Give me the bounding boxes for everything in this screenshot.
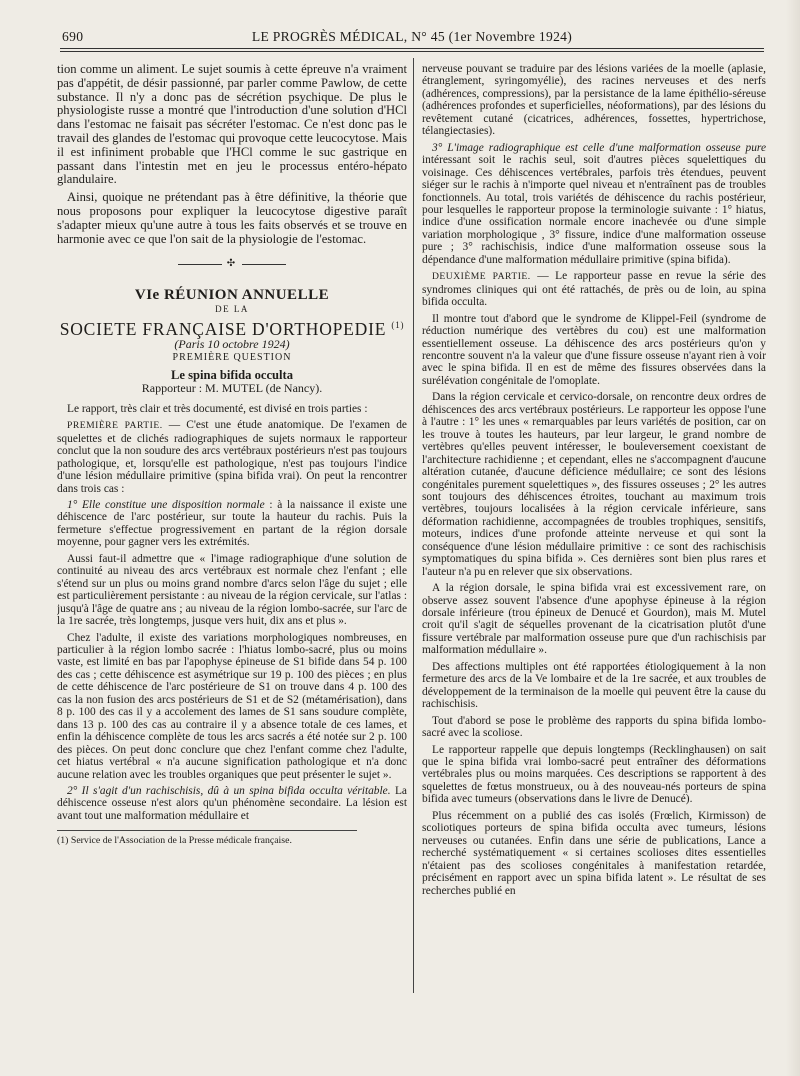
society-title bbox=[57, 318, 407, 339]
left-column bbox=[57, 63, 407, 996]
right-paragraph-4: Il montre tout d'abord que le syndrome de Klippel-Feil (syndrome de réduction numérique des vertèbres du cou) est une malformation essentiellement osseuse. La déhiscence des arcs postérieurs qu'on y rencontre souvent n'a la valeur que d'une fissure osseuse n'ayant rien à voir avec le spina bifida. Il en est de même des fissures observées dans la surélévation congénitale de l'omoplate. bbox=[422, 312, 766, 387]
journal-title: LE PROGRÈS MÉDICAL, N° 45 (1er Novembre 1924) bbox=[251, 29, 573, 44]
right-paragraph-3 bbox=[422, 270, 766, 308]
case-two-label: 2° Il s'agit d'un rachischisis, dû à un spina bifida occulta véritable. bbox=[67, 784, 391, 797]
case-one-label: 1° Elle constitue une disposition normale bbox=[67, 498, 265, 511]
part-two-text: — Le rapporteur passe en revue la série des syndromes cliniques qui ont été rattachés, de près ou de loin, au spina bifida occulta. bbox=[422, 270, 766, 309]
meeting-title-connector: DE LA bbox=[215, 304, 249, 315]
header-rule-top bbox=[60, 48, 764, 49]
case-one-text: : à la naissance il existe une déhiscence de l'arc postérieur, sur toute la hauteur du rachis. Puis la fermeture s'effectue progressivement en partant de la région dorsale moyenne, pour gagner vers les extrémités. bbox=[57, 498, 407, 549]
right-paragraph-8: Tout d'abord se pose le problème des rapports du spina bifida lombo-sacré avec la scoliose. bbox=[422, 714, 766, 740]
meeting-title: VIe RÉUNION ANNUELLE bbox=[134, 286, 330, 303]
footnote-marker: (1) bbox=[391, 319, 405, 330]
left-paragraph-6: Aussi faut-il admettre que « l'image radiographique d'une solution de continuité au niveau des arcs vertébraux est normale chez l'enfant ; elle s'étend sur un plus ou moins grand nombre d'arcs selon l'âge du sujet ; elle est particulièrement persistante : au niveau de la région cervicale, sur l'atlas : jusqu'à l'âge de quatre ans ; au niveau de la région lombo-sacrée, sur l'arc de la 1re sacrée, très longtemps, jusque vers huit, dix ans et plus ». bbox=[57, 552, 407, 628]
right-paragraph-1: nerveuse pouvant se traduire par des lésions variées de la moelle (aplasie, étranglement, syringomyélie), des racines nerveuses et des nerfs (adhérences, compressions), par la persistance de la lame épithélio-séreuse (adhérences profondes et superficielles, néoformations), par des lésions du revêtement cutané (cicatrices, adhérences, fossettes, hypertrichose, télangiectasies). bbox=[422, 63, 766, 138]
left-paragraph-5 bbox=[57, 499, 407, 549]
right-paragraph-5: Dans la région cervicale et cervico-dorsale, on rencontre deux ordres de déhiscences des arcs vertébraux postérieurs. Le rapporteur les oppose l'une à l'autre : 1° les unes « remarquables par leurs variétés de position, car on les trouve à toutes les hauteurs, par leur largeur, le grand nombre de vertèbres qu'elles peuvent intéresser, le bouleversement coexistant de l'architecture rachidienne ; et cependant, elles ne s'accompagnent d'aucune altération cutanée, d'aucune déficience médullaire; ce sont des lésions congénitales purement squelettiques », des fissures osseuses ; 2° les autres sont toujours des déhiscences étroites, touchant au maximum trois vertèbres, toujours localisées à la région cervicale inférieure, sans déformation rachidienne, accompagnées de troubles trophiques, sensitifs, moteurs, indices d'une profonde atteinte nerveuse et qui sont la conséquence d'une lésion médullaire primitive : ce sont des rachischisis symptomatiques du spina bifida ». Ces dernières sont bien plus rares et l'auteur n'a pu en relever que six observations. bbox=[422, 391, 766, 578]
question-heading: PREMIÈRE QUESTION bbox=[172, 352, 292, 364]
left-paragraph-3: Le rapport, très clair et très documenté, est divisé en trois parties : bbox=[67, 402, 368, 415]
footnote-rule bbox=[57, 830, 357, 831]
left-paragraph-1: tion comme un aliment. Le sujet soumis à cette épreuve n'a vraiment pas d'appétit, de désir passionné, par parler comme Pawlow, de cette substance. Il n'y a donc pas de sécrétion psychique. De plus le physiologiste russe a montré que l'introduction d'une solution d'HCl dans l'estomac ne faisait pas sécréter l'estomac. Ce n'est donc pas le travail des glandes de l'estomac qui provoque cette leucocytose. Mais il est infiniment probable que l'HCl comme le suc gastrique en passant dans l'intestin met en jeu le processus entéro-hépato glandulaire. bbox=[57, 63, 407, 187]
right-paragraph-2 bbox=[422, 142, 766, 267]
part-one-text: — C'est une étude anatomique. De l'examen de squelettes et de clichés radiographiques de sujets normaux le rapporteur conclut que la non soudure des arcs vertébraux postérieurs n'est pas toujours pathologique, et, lorsqu'elle est pathologique, n'est pas toujours l'indice d'une lésion médullaire primitive (spina bifida vrai). On peut la rencontrer dans trois cas : bbox=[57, 419, 407, 495]
left-paragraph-8 bbox=[57, 785, 407, 822]
case-three-text: intéressant soit le rachis seul, soit d'autres pièces squelettiques du voisinage. Ces déhiscences vertébrales, parfois très étendues, peuvent siéger sur le rachis à n'importe quel niveau et n'entraînent pas de troubles fonctionnels. Au total, trois variétés de déhiscence du rachis postérieur, pour lesquelles le rapporteur propose la terminologie suivante : 1° hiatus, indice d'une ossification normale encore inachevée ou d'une simple variation morphologique , 3° fissure, indice d'une malformation osseuse pure ; 3° rachischisis, indice d'une malformation osseuse sous la dépendance d'une malformation médullaire primitive (spina bifida). bbox=[422, 154, 766, 266]
part-two-label: DEUXIÈME PARTIE. bbox=[432, 271, 531, 283]
right-paragraph-6: A la région dorsale, le spina bifida vrai est excessivement rare, on observe assez souvent l'absence d'une apophyse épineuse à la région dorsale inférieure (trou épineux de Denucé et Gourdon), mais M. Mutel croit qu'il s'agit de séquelles provenant de la cicatrisation plutôt d'une fissure vertébrale par malformation osseuse pure que d'un rachischisis par malformation médullaire ». bbox=[422, 582, 766, 657]
part-one-label: PREMIÈRE PARTIE. bbox=[67, 420, 163, 432]
question-title: Le spina bifida occulta bbox=[170, 367, 294, 382]
page-number: 690 bbox=[62, 29, 84, 44]
meeting-date: (Paris 10 octobre 1924) bbox=[174, 337, 290, 351]
section-divider bbox=[57, 258, 407, 270]
left-paragraph-2: Ainsi, quoique ne prétendant pas à être définitive, la théorie que nous proposons pour expliquer la leucocytose digestive paraît s'adapter mieux qu'une autre à tous les faits observés et se trouve en harmonie avec ce que l'on sait de la physiologie de l'estomac. bbox=[57, 190, 407, 246]
case-three-label: 3° L'image radiographique est celle d'une malformation osseuse pure bbox=[432, 141, 766, 154]
left-paragraph-7: Chez l'adulte, il existe des variations morphologiques nombreuses, en particulier à la région lombo sacrée : l'hiatus lombo-sacré, plus ou moins vaste, est limité en bas par l'apophyse épineuse de S1 bifide dans 54 p. 100 des cas ; cette déhiscence est asymétrique sur 19 p. 100 des pièces ; en plus de cette déhiscence de l'arc postérieure de S1 on trouve dans 4 p. 100 des cas la non fusion des arcs postérieurs de S1 et de S2 (métamérisation), dans 8 p. 100 des cas il y a accolement des lames de S1 sans soudure complète, dans 13 p. 100 des cas au contraire il y a absence totale de ces lames, et enfin la déhiscence complète de tous les arcs sacrés a été notée sur 2 p. 100 des pièces. On peut donc conclure que chez l'enfant comme chez l'adulte, cet hiatus vertébral « n'a aucune signification pathologique et n'a donc aucune relation avec les troubles organiques que peut présenter le sujet ». bbox=[57, 631, 407, 781]
running-header bbox=[60, 27, 764, 47]
right-paragraph-9: Le rapporteur rappelle que depuis longtemps (Recklinghausen) on sait que le spina bifida vrai lombo-sacré peut entraîner des déformations vertébrales plus ou moins marquées. Ces descriptions se rapportent à des squelettes de fœtus monstrueux, ou à des nouveau-nés porteurs de spina bifida avec tumeurs (observations dans le livre de Denucé). bbox=[422, 743, 766, 806]
society-name: SOCIETE FRANÇAISE D'ORTHOPEDIE bbox=[59, 318, 387, 339]
footnote: (1) Service de l'Association de la Presse médicale française. bbox=[57, 835, 292, 847]
left-paragraph-4 bbox=[57, 419, 407, 495]
right-paragraph-7: Des affections multiples ont été rapportées étiologiquement à la non fermeture des arcs de la Ve lombaire et de la 1re sacrée, et aux troubles de développement de la terminaison de la moelle qui peuvent être la cause du rachischisis. bbox=[422, 660, 766, 711]
column-separator bbox=[413, 58, 414, 993]
header-rule-bottom bbox=[60, 51, 764, 52]
case-two-text: La déhiscence osseuse n'est alors qu'un phénomène secondaire. La lésion est avant tout une malformation médullaire et bbox=[57, 784, 407, 822]
page-edge-shading bbox=[786, 0, 800, 1076]
right-column bbox=[422, 63, 766, 996]
rapporteur-line: Rapporteur : M. MUTEL (de Nancy). bbox=[141, 381, 323, 396]
right-paragraph-10: Plus récemment on a publié des cas isolés (Frœlich, Kirmisson) de scoliotiques porteurs de spina bifida occulta avec tumeurs, lésions nerveuses ou cutanées. Enfin dans une série de publications, Lance a recherché systématiquement « si certaines scolioses dites essentielles n'étaient pas des scolioses congénitales à manifestation retardée, précisément en rapport avec un spina bifida latent ». Le résultat de ses recherches publié en bbox=[422, 809, 766, 897]
divider-ornament-icon: ✣ bbox=[226, 258, 238, 270]
